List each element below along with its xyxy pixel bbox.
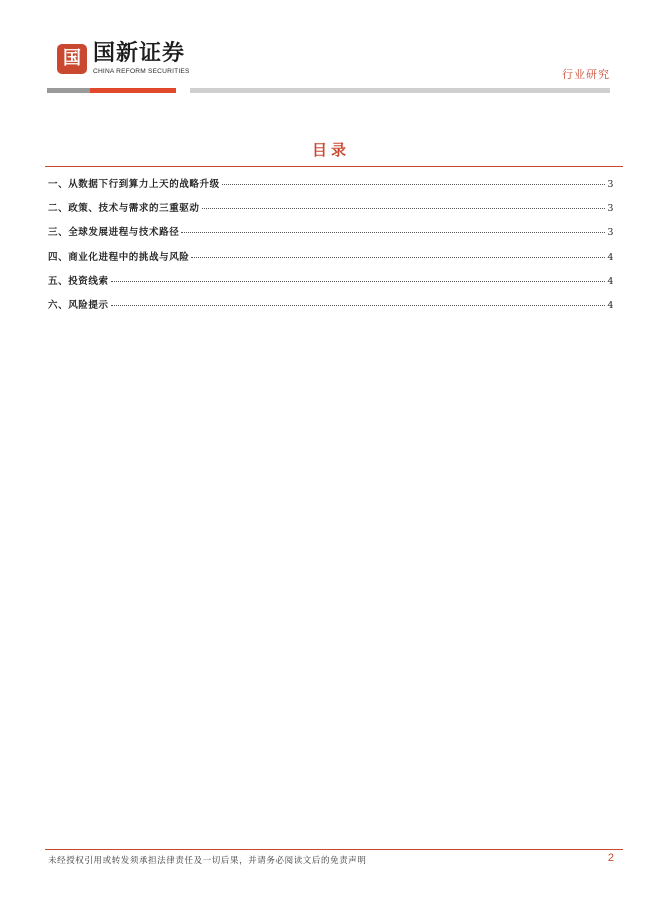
header-rule-gray-left	[47, 88, 90, 93]
toc-item[interactable]	[48, 297, 614, 321]
toc-item-label: 三、全球发展进程与技术路径	[48, 227, 180, 239]
toc-dot-leader	[111, 305, 606, 306]
toc-item-page: 4	[607, 299, 614, 311]
toc-title: 目录	[311, 141, 350, 159]
company-logo	[57, 42, 190, 76]
toc-item[interactable]	[48, 273, 614, 297]
footer-disclaimer: 未经授权引用或转发须承担法律责任及一切后果，并请务必阅读文后的免责声明	[48, 856, 367, 866]
toc-item-page: 3	[607, 227, 614, 239]
logo-wordmark	[93, 42, 190, 76]
toc-divider	[45, 166, 623, 167]
header-rule-gray-right	[190, 88, 610, 93]
toc-item-page: 4	[607, 275, 614, 287]
footer-divider	[45, 849, 623, 850]
toc-dot-leader	[111, 281, 606, 282]
toc-item-page: 3	[607, 179, 614, 190]
toc-item-page: 4	[607, 251, 614, 263]
toc-item-label: 一、从数据下行到算力上天的战略升级	[48, 179, 220, 190]
logo-english-name: CHINA REFORM SECURITIES	[93, 68, 190, 75]
toc-item[interactable]	[48, 224, 614, 248]
page-number: 2	[607, 852, 614, 864]
toc-item-label: 五、投资线索	[48, 275, 109, 287]
logo-chinese-name: 国新证券	[93, 41, 186, 66]
toc-item-label: 六、风险提示	[48, 299, 109, 311]
document-type-label: 行业研究	[562, 68, 610, 81]
toc-item[interactable]	[48, 200, 614, 224]
toc-dot-leader	[191, 257, 605, 258]
toc-item[interactable]	[48, 249, 614, 273]
toc-list	[48, 176, 614, 321]
toc-dot-leader	[222, 184, 606, 185]
header-rule-accent	[90, 88, 176, 93]
toc-item-page: 3	[607, 203, 614, 215]
toc-item[interactable]	[48, 176, 614, 200]
toc-item-label: 二、政策、技术与需求的三重驱动	[48, 203, 200, 215]
logo-mark-icon: 国	[57, 44, 87, 74]
toc-dot-leader	[202, 208, 606, 209]
toc-dot-leader	[181, 232, 605, 233]
toc-item-label: 四、商业化进程中的挑战与风险	[48, 251, 190, 263]
